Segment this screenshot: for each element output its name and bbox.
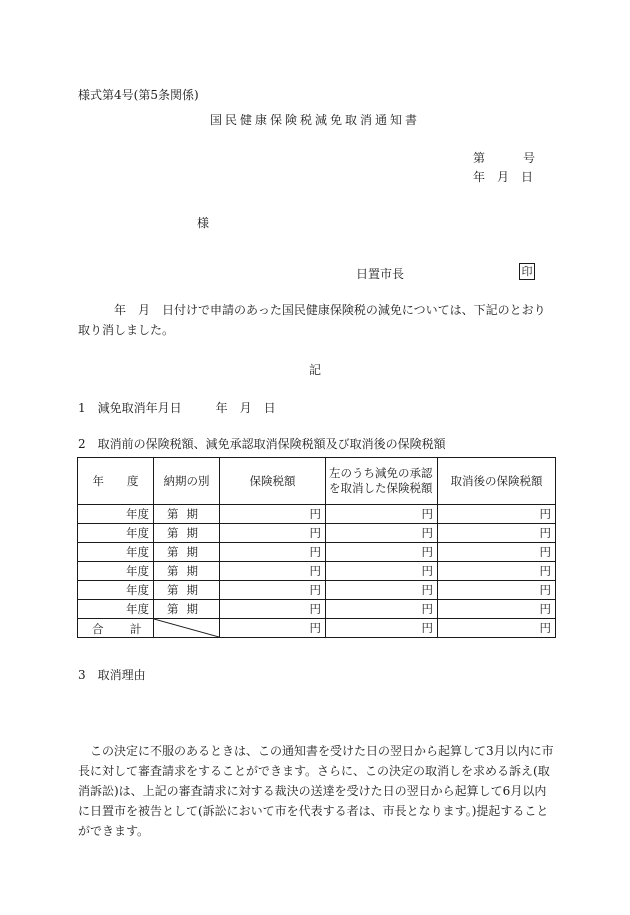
- cell-term: 第期: [154, 505, 220, 524]
- form-number: 様式第4号(第5条関係): [78, 88, 199, 102]
- header-after-revocation: 取消後の保険税額: [438, 458, 556, 505]
- issue-date: 年 月 日: [473, 170, 534, 184]
- ki-heading: 記: [308, 363, 321, 377]
- diagonal-line: [154, 619, 219, 637]
- cell-after-amount: 円: [438, 524, 556, 543]
- cell-after-amount: 円: [438, 562, 556, 581]
- table-row: [78, 505, 556, 524]
- cell-after-amount: 円: [438, 505, 556, 524]
- cell-after-amount: 円: [438, 543, 556, 562]
- cell-year: 年度: [78, 505, 154, 524]
- total-label-cell: [78, 619, 154, 638]
- cell-year: 年度: [78, 600, 154, 619]
- header-payment-term: 納期の別: [154, 458, 220, 505]
- cell-revoked-amount: 円: [326, 505, 438, 524]
- total-tax-amount: 円: [220, 619, 326, 638]
- cell-year: 年度: [78, 562, 154, 581]
- intro-paragraph: 年 月 日付けで申請のあった国民健康保険税の減免については、下記のとおり取り消しました。: [78, 303, 546, 337]
- total-label-first: 合: [92, 622, 104, 636]
- cell-after-amount: 円: [438, 600, 556, 619]
- cell-year: 年度: [78, 581, 154, 600]
- document-number-suffix: 号: [523, 151, 536, 165]
- cell-revoked-amount: 円: [326, 581, 438, 600]
- cell-tax-amount: 円: [220, 600, 326, 619]
- cell-term: 第期: [154, 581, 220, 600]
- addressee-honorific: 様: [197, 216, 210, 230]
- item-1: [78, 399, 276, 416]
- cell-after-amount: 円: [438, 581, 556, 600]
- header-revoked-amount: 左のうち減免の承認を取消した保険税額: [326, 458, 438, 505]
- cell-revoked-amount: 円: [326, 600, 438, 619]
- table-row: [78, 524, 556, 543]
- cell-tax-amount: 円: [220, 562, 326, 581]
- header-fiscal-year: 年 度: [78, 458, 154, 505]
- document-number-prefix: 第: [473, 151, 486, 165]
- issuer-mayor: 日置市長: [356, 267, 405, 281]
- table-row: [78, 581, 556, 600]
- total-after-amount: 円: [438, 619, 556, 638]
- table-row: [78, 600, 556, 619]
- cell-term: 第期: [154, 600, 220, 619]
- cell-revoked-amount: 円: [326, 524, 438, 543]
- cell-term: 第期: [154, 562, 220, 581]
- appeal-notice: この決定に不服のあるときは、この通知書を受けた日の翌日から起算して3月以内に市長に対して審査請求をすることができます。さらに、この決定の取消しを求める訴え(取消訴訟)は、上記の審査請求に対する裁決の送達を受けた日の翌日から起算して6月以内に日置市を被告として(訴訟において市を代表する者は、市長となります。)提起することができます。: [78, 744, 554, 838]
- item-1-date: 年 月 日: [215, 401, 276, 415]
- total-label-second: 計: [130, 622, 142, 636]
- cell-tax-amount: 円: [220, 524, 326, 543]
- table-row: [78, 562, 556, 581]
- header-tax-amount: 保険税額: [220, 458, 326, 505]
- cell-tax-amount: 円: [220, 581, 326, 600]
- total-revoked-amount: 円: [326, 619, 438, 638]
- cell-revoked-amount: 円: [326, 543, 438, 562]
- cell-tax-amount: 円: [220, 505, 326, 524]
- table-row: [78, 543, 556, 562]
- cell-revoked-amount: 円: [326, 562, 438, 581]
- cell-term: 第期: [154, 524, 220, 543]
- item-3-label: 3 取消理由: [78, 668, 146, 682]
- total-diagonal-cell: [154, 619, 220, 638]
- cell-year: 年度: [78, 524, 154, 543]
- cell-tax-amount: 円: [220, 543, 326, 562]
- tax-table: [77, 457, 556, 638]
- cell-year: 年度: [78, 543, 154, 562]
- item-2-label: 2 取消前の保険税額、減免承認取消保険税額及び取消後の保険税額: [78, 437, 446, 451]
- cell-term: 第期: [154, 543, 220, 562]
- document-title: 国民健康保険税減免取消通知書: [209, 113, 420, 127]
- total-row: [78, 619, 556, 638]
- document-number-line: [473, 149, 535, 166]
- table-header-row: [78, 458, 556, 505]
- item-1-label: 1 減免取消年月日: [78, 401, 182, 415]
- seal-stamp: 印: [519, 263, 535, 280]
